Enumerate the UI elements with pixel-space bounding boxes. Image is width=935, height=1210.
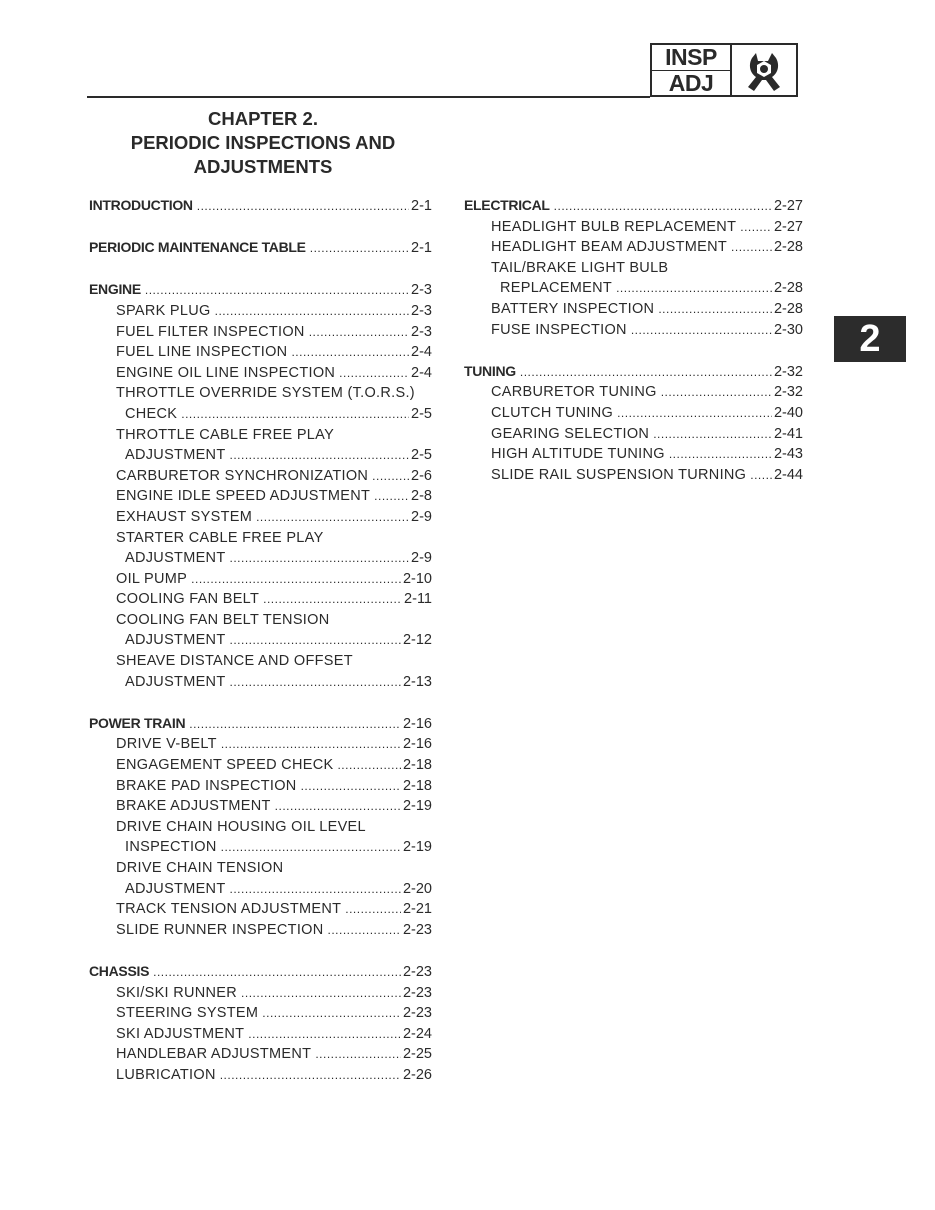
toc-entry-label: FUEL FILTER INSPECTION	[116, 323, 305, 340]
toc-entry-label: COOLING FAN BELT	[116, 591, 260, 608]
toc-page-number: 2-16	[402, 715, 432, 732]
dot-leader	[248, 1024, 401, 1045]
toc-entry-label: TAIL/BRAKE LIGHT BULB	[491, 259, 669, 276]
toc-entry-label: ADJUSTMENT	[125, 673, 226, 690]
toc-entry-label: BATTERY INSPECTION	[491, 300, 655, 317]
dot-leader	[229, 445, 409, 466]
badge-line-insp: INSP	[665, 44, 717, 70]
toc-left-column	[89, 195, 432, 1086]
toc-entry	[89, 1024, 432, 1045]
dot-leader	[310, 237, 409, 259]
toc-entry	[89, 445, 432, 466]
dot-leader	[189, 713, 401, 735]
toc-entry	[89, 466, 432, 487]
toc-page-number: 2-1	[411, 198, 432, 214]
toc-page-number: 2-40	[773, 404, 803, 421]
toc-entry-label: ELECTRICAL	[464, 197, 550, 213]
toc-entry	[89, 383, 432, 404]
dot-leader	[750, 465, 772, 486]
toc-entry-label: ENGINE	[89, 281, 141, 298]
toc-page-number: 2-1	[411, 240, 432, 257]
toc-entry-label: EXHAUST SYSTEM	[116, 508, 253, 525]
toc-entry	[464, 444, 803, 465]
toc-entry-label: SKI ADJUSTMENT	[116, 1025, 245, 1042]
toc-section-entry	[89, 237, 432, 259]
toc-entry	[464, 403, 803, 424]
toc-entry	[89, 342, 432, 363]
toc-entry-label: SKI/SKI RUNNER	[116, 984, 238, 1001]
dot-leader	[669, 444, 772, 465]
dot-leader	[256, 507, 409, 528]
toc-page-number: 2-23	[402, 984, 432, 1001]
toc-entry-label: ENGINE OIL LINE INSPECTION	[116, 364, 336, 381]
chapter-number: CHAPTER 2.	[208, 108, 318, 129]
toc-page-number: 2-24	[402, 1025, 432, 1042]
toc-entry-label: POWER TRAIN	[89, 714, 186, 731]
dot-leader	[617, 403, 772, 424]
toc-page-number: 2-12	[402, 632, 432, 649]
toc-entry	[464, 424, 803, 445]
dot-leader	[229, 548, 409, 569]
toc-entry-label: CHASSIS	[89, 962, 150, 979]
toc-spacer	[89, 217, 432, 238]
toc-spacer	[89, 692, 432, 713]
toc-page-number: 2-26	[402, 1066, 432, 1083]
toc-entry-label: DRIVE V-BELT	[116, 736, 217, 753]
toc-page-number: 2-8	[411, 488, 432, 505]
toc-entry	[89, 776, 432, 797]
toc-page-number: 2-10	[402, 570, 432, 587]
toc-entry	[89, 899, 432, 920]
dot-leader	[275, 796, 401, 817]
dot-leader	[241, 983, 401, 1004]
toc-entry	[89, 569, 432, 590]
toc-entry-label: CLUTCH TUNING	[491, 404, 614, 421]
toc-entry	[89, 548, 432, 569]
toc-page-number: 2-23	[402, 1005, 432, 1022]
toc-entry	[464, 465, 803, 486]
toc-page-number: 2-28	[773, 239, 803, 256]
dot-leader	[262, 1003, 401, 1024]
toc-page-number: 2-32	[773, 384, 803, 401]
dot-leader	[339, 363, 409, 384]
toc-entry-label: THROTTLE OVERRIDE SYSTEM (T.O.R.S.)	[116, 385, 415, 402]
toc-entry	[464, 278, 803, 299]
dot-leader	[221, 734, 401, 755]
dot-leader	[328, 920, 401, 941]
toc-entry	[89, 1044, 432, 1065]
toc-section-entry	[464, 195, 803, 217]
dot-leader	[220, 1065, 401, 1086]
toc-entry-label: ENGINE IDLE SPEED ADJUSTMENT	[116, 488, 371, 505]
toc-entry-label: ADJUSTMENT	[125, 447, 226, 464]
toc-entry	[89, 404, 432, 425]
dot-leader	[374, 486, 409, 507]
toc-entry-label: INSPECTION	[125, 839, 217, 856]
toc-entry	[89, 610, 432, 631]
toc-entry	[89, 879, 432, 900]
toc-page-number: 2-18	[402, 757, 432, 774]
toc-entry-label: HEADLIGHT BEAM ADJUSTMENT	[491, 239, 728, 256]
toc-entry-label: PERIODIC MAINTENANCE TABLE	[89, 239, 306, 256]
dot-leader	[658, 299, 772, 320]
toc-entry-label: ENGAGEMENT SPEED CHECK	[116, 757, 334, 774]
toc-entry-label: HIGH ALTITUDE TUNING	[491, 446, 665, 463]
insp-adj-badge	[650, 43, 798, 97]
dot-leader	[372, 466, 409, 487]
dot-leader	[191, 569, 401, 590]
toc-section-entry	[89, 279, 432, 301]
toc-entry	[89, 507, 432, 528]
dot-leader	[554, 195, 772, 217]
toc-page-number: 2-3	[411, 323, 432, 340]
toc-entry-label: ADJUSTMENT	[125, 550, 226, 567]
toc-page-number: 2-41	[773, 425, 803, 442]
toc-page-number: 2-13	[402, 673, 432, 690]
chapter-title-line-2: ADJUSTMENTS	[193, 156, 333, 177]
toc-entry	[89, 858, 432, 879]
toc-entry-label: DRIVE CHAIN TENSION	[116, 860, 284, 876]
toc-entry-label: COOLING FAN BELT TENSION	[116, 611, 330, 628]
toc-entry-label: STEERING SYSTEM	[116, 1005, 259, 1022]
dot-leader	[263, 589, 402, 610]
toc-page-number: 2-18	[402, 777, 432, 794]
dot-leader	[181, 404, 409, 425]
chapter-title-line-1: PERIODIC INSPECTIONS AND	[130, 132, 396, 153]
toc-page-number: 2-19	[402, 839, 432, 856]
dot-leader	[153, 961, 401, 983]
toc-section-entry	[89, 961, 432, 983]
toc-page-number: 2-43	[773, 446, 803, 463]
toc-entry	[89, 322, 432, 343]
toc-entry	[464, 320, 803, 341]
toc-page-number: 2-3	[411, 282, 432, 299]
toc-entry	[89, 734, 432, 755]
toc-entry-label: HEADLIGHT BULB REPLACEMENT	[491, 218, 737, 235]
dot-leader	[337, 755, 401, 776]
toc-page-number: 2-21	[402, 901, 432, 918]
toc-page-number: 2-28	[773, 280, 803, 297]
toc-spacer	[89, 259, 432, 280]
toc-entry-label: GEARING SELECTION	[491, 425, 650, 442]
dot-leader	[145, 279, 409, 301]
dot-leader	[315, 1044, 401, 1065]
toc-page-number: 2-5	[411, 447, 432, 464]
toc-entry	[89, 486, 432, 507]
dot-leader	[653, 424, 772, 445]
toc-entry-label: SLIDE RAIL SUSPENSION TURNING	[491, 466, 747, 483]
toc-entry	[89, 837, 432, 858]
toc-entry	[89, 425, 432, 446]
toc-entry	[89, 651, 432, 672]
toc-entry	[464, 299, 803, 320]
dot-leader	[215, 301, 409, 322]
toc-entry-label: CHECK	[125, 405, 178, 422]
toc-entry-label: BRAKE PAD INSPECTION	[116, 777, 297, 794]
toc-spacer	[464, 340, 803, 361]
toc-page-number: 2-6	[411, 467, 432, 484]
toc-entry-label: SLIDE RUNNER INSPECTION	[116, 921, 324, 938]
toc-section-entry	[89, 713, 432, 735]
chapter-tab: 2	[834, 316, 906, 362]
dot-leader	[229, 630, 400, 651]
dot-leader	[520, 361, 772, 383]
toc-entry-label: ADJUSTMENT	[125, 632, 226, 649]
toc-section-entry	[89, 195, 432, 217]
toc-entry-label: OIL PUMP	[116, 570, 188, 587]
badge-line-adj: ADJ	[652, 70, 730, 96]
dot-leader	[197, 195, 409, 217]
toc-entry-label: FUSE INSPECTION	[491, 321, 627, 338]
dot-leader	[731, 237, 772, 258]
toc-entry-label: THROTTLE CABLE FREE PLAY	[116, 426, 335, 443]
dot-leader	[229, 672, 400, 693]
toc-entry	[89, 528, 432, 549]
toc-page-number: 2-5	[411, 405, 432, 422]
toc-entry-label: INTRODUCTION	[89, 197, 193, 213]
dot-leader	[229, 879, 400, 900]
toc-entry	[89, 983, 432, 1004]
toc-page-number: 2-16	[402, 736, 432, 753]
badge-text	[652, 45, 732, 95]
toc-entry	[89, 630, 432, 651]
dot-leader	[631, 320, 772, 341]
toc-entry	[89, 301, 432, 322]
toc-entry	[464, 237, 803, 258]
dot-leader	[740, 217, 772, 238]
toc-page-number: 2-3	[411, 302, 432, 319]
toc-entry-label: SHEAVE DISTANCE AND OFFSET	[116, 653, 353, 670]
toc-entry-label: REPLACEMENT	[500, 280, 613, 297]
toc-entry-label: BRAKE ADJUSTMENT	[116, 798, 271, 815]
toc-entry	[464, 217, 803, 238]
toc-entry	[89, 1003, 432, 1024]
toc-entry-label: LUBRICATION	[116, 1066, 216, 1083]
toc-entry-label: CARBURETOR SYNCHRONIZATION	[116, 467, 369, 484]
toc-entry-label: ADJUSTMENT	[125, 880, 226, 897]
toc-page-number: 2-27	[773, 218, 803, 235]
toc-entry-label: FUEL LINE INSPECTION	[116, 344, 288, 361]
dot-leader	[301, 776, 401, 797]
toc-entry-label: STARTER CABLE FREE PLAY	[116, 529, 324, 546]
toc-section-entry	[464, 361, 803, 383]
toc-page-number: 2-27	[773, 198, 803, 214]
toc-entry-label: TRACK TENSION ADJUSTMENT	[116, 901, 342, 918]
dot-leader	[221, 837, 401, 858]
toc-page-number: 2-20	[402, 880, 432, 897]
dot-leader	[616, 278, 772, 299]
toc-page-number: 2-9	[411, 508, 432, 525]
toc-entry	[89, 1065, 432, 1086]
toc-page-number: 2-32	[773, 363, 803, 380]
toc-entry-label: TUNING	[464, 362, 516, 379]
header-rule	[87, 96, 650, 98]
toc-spacer	[89, 940, 432, 961]
toc-entry	[464, 258, 803, 279]
toc-entry	[89, 589, 432, 610]
toc-page-number: 2-23	[402, 963, 432, 980]
dot-leader	[291, 342, 409, 363]
toc-entry-label: DRIVE CHAIN HOUSING OIL LEVEL	[116, 818, 366, 835]
toc-page-number: 2-19	[402, 798, 432, 815]
dot-leader	[345, 899, 401, 920]
toc-entry	[89, 920, 432, 941]
toc-page-number: 2-23	[402, 921, 432, 938]
toc-page-number: 2-4	[411, 364, 432, 381]
toc-page-number: 2-4	[411, 344, 432, 361]
toc-entry-label: SPARK PLUG	[116, 302, 211, 319]
toc-entry	[89, 817, 432, 838]
toc-entry-label: CARBURETOR TUNING	[491, 384, 657, 401]
toc-entry-label: HANDLEBAR ADJUSTMENT	[116, 1046, 312, 1063]
toc-entry	[89, 672, 432, 693]
toc-page-number: 2-9	[411, 550, 432, 567]
toc-right-column	[464, 195, 803, 485]
dot-leader	[661, 382, 772, 403]
toc-entry	[464, 382, 803, 403]
toc-entry	[89, 796, 432, 817]
toc-page-number: 2-11	[404, 591, 432, 608]
toc-entry	[89, 363, 432, 384]
toc-entry	[89, 755, 432, 776]
toc-page-number: 2-25	[402, 1046, 432, 1063]
chapter-title	[88, 107, 438, 179]
toc-page-number: 2-28	[773, 300, 803, 317]
toc-page-number: 2-44	[773, 466, 803, 483]
wrench-nut-icon	[732, 45, 796, 95]
dot-leader	[309, 322, 409, 343]
toc-page-number: 2-30	[773, 321, 803, 338]
